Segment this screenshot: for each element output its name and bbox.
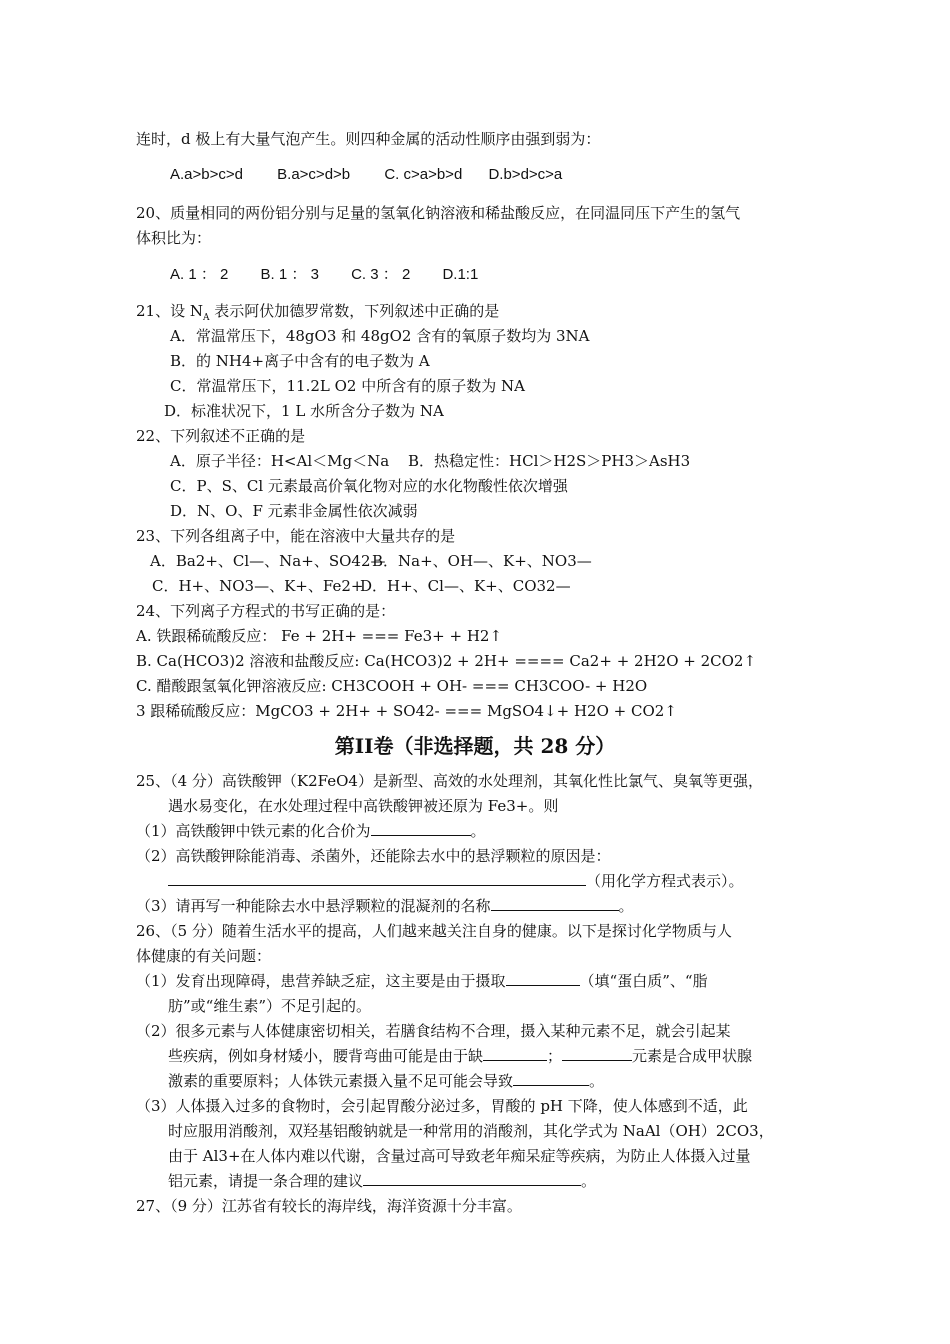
q21-option-c: C．常温常压下，11.2L O2 中所含有的原子数为 NA (170, 377, 525, 395)
section-title: 第II卷（非选择题，共 28 分） (334, 734, 616, 758)
answer-blank[interactable] (483, 1046, 547, 1061)
answer-blank[interactable] (491, 896, 619, 911)
q24-stem: 24、下列离子方程式的书写正确的是： (136, 602, 396, 620)
q21-stem-post: 表示阿伏加德罗常数，下列叙述中正确的是 (209, 302, 500, 320)
q20-option-b: B. 1 ： 3 (260, 266, 319, 283)
q26-part2-sep: ； (547, 1047, 563, 1065)
q23-option-c: C．H+、NO3—、K+、Fe2+ (152, 577, 364, 595)
q21-option-a: A．常温常压下，48gO3 和 48gO2 含有的氧原子数均为 3NA (170, 327, 590, 345)
q25-part3 (136, 895, 634, 917)
q23-option-a: A．Ba2+、Cl—、Na+、SO42— (150, 552, 386, 570)
q26-part2-text3: 激素的重要原料；人体铁元素摄入量不足可能会导致 (168, 1072, 514, 1090)
q21-stem-sub: A (202, 313, 210, 323)
q21-stem (136, 300, 499, 322)
q23-option-d: D．H+、Cl—、K+、CO32— (360, 577, 571, 595)
q26-part2-cont1 (168, 1045, 752, 1067)
q25-part3-text: （3）请再写一种能除去水中悬浮颗粒的混凝剂的名称 (136, 897, 491, 915)
q20-option-a: A. 1 ： 2 (170, 266, 229, 283)
answer-blank[interactable] (363, 1171, 581, 1186)
q19-option-b: B.a>c>d>b (277, 166, 351, 183)
q26-part1-hint: （填“蛋白质”、“脂 (579, 972, 708, 990)
q26-part1-text: （1）发育出现障碍，患营养缺乏症，这主要是由于摄取 (136, 972, 506, 990)
q22-option-c: C．P、S、Cl 元素最高价氧化物对应的水化物酸性依次增强 (170, 477, 568, 495)
answer-blank[interactable] (562, 1046, 632, 1061)
q26-part3-cont2: 由于 Al3+在人体内难以代谢，含量过高可导致老年痴呆症等疾病，为防止人体摄入过量 (168, 1147, 751, 1165)
q20-options (170, 264, 498, 286)
q26-line1: 26、（5 分）随着生活水平的提高，人们越来越关注自身的健康。以下是探讨化学物质与人 (136, 922, 732, 940)
q24-option-c: C. 醋酸跟氢氧化钾溶液反应: CH3COOH + OH- === CH3COO- + H2O (136, 677, 648, 695)
answer-blank[interactable] (168, 871, 586, 886)
q22-option-a: A．原子半径：H<Al＜Mg＜Na (170, 452, 390, 470)
q26-part2-text1: 些疾病，例如身材矮小，腰背弯曲可能是由于缺 (168, 1047, 484, 1065)
q25-part3-end: 。 (618, 897, 634, 915)
q20-line1: 20、质量相同的两份铝分别与足量的氢氧化钠溶液和稀盐酸反应，在同温同压下产生的氢气 (136, 204, 741, 222)
q19-options (170, 164, 582, 186)
q20-option-d: D.1:1 (442, 266, 479, 283)
answer-blank[interactable] (513, 1071, 589, 1086)
q19-option-c: C. c>a>b>d (384, 166, 463, 183)
q26-part2: （2）很多元素与人体健康密切相关，若膳食结构不合理，摄入某种元素不足，就会引起某 (136, 1022, 731, 1040)
q19-option-a: A.a>b>c>d (170, 166, 243, 183)
q25-part2-answer (168, 870, 744, 892)
q26-part3-cont3 (168, 1170, 596, 1192)
q25-part2-end: （用化学方程式表示）。 (586, 872, 744, 890)
q26-part2-text2: 元素是合成甲状腺 (632, 1047, 753, 1065)
q21-option-d: D．标准状况下，1 L 水所含分子数为 NA (164, 402, 444, 420)
q22-stem: 22、下列叙述不正确的是 (136, 427, 306, 445)
q26-part3-cont1: 时应服用消酸剂，双羟基铝酸钠就是一种常用的消酸剂，其化学式为 NaAl（OH）2CO3， (168, 1122, 774, 1140)
q25-part2: （2）高铁酸钾除能消毒、杀菌外，还能除去水中的悬浮颗粒的原因是： (136, 847, 611, 865)
q24-option-a: A. 铁跟稀硫酸反应： Fe + 2H+ === Fe3+ + H2↑ (136, 627, 503, 645)
answer-blank[interactable] (506, 971, 580, 986)
q25-line1: 25、（4 分）高铁酸钾（K2FeO4）是新型、高效的水处理剂，其氧化性比氯气、臭氧等更强， (136, 772, 763, 790)
q24-option-b: B. Ca(HCO3)2 溶液和盐酸反应: Ca(HCO3)2 + 2H+ ==== Ca2+ + 2H2O + 2CO2↑ (136, 652, 757, 670)
q22-option-b: B．热稳定性：HCl＞H2S＞PH3＞AsH3 (408, 452, 691, 470)
q26-part3-text: 铝元素，请提一条合理的建议 (168, 1172, 364, 1190)
q22-option-d: D．N、O、F 元素非金属性依次减弱 (170, 502, 418, 520)
q25-part1-text: （1）高铁酸钾中铁元素的化合价为 (136, 822, 371, 840)
answer-blank[interactable] (371, 821, 471, 836)
q24-option-d: 3 跟稀硫酸反应：MgCO3 + 2H+ + SO42- === MgSO4↓+ H2O + CO2↑ (136, 702, 677, 720)
q26-part3: （3）人体摄入过多的食物时，会引起胃酸分泌过多，胃酸的 pH 下降，使人体感到不适，此 (136, 1097, 748, 1115)
q26-part3-end: 。 (581, 1172, 597, 1190)
q26-part2-cont2 (168, 1070, 604, 1092)
q27-line1: 27、（9 分）江苏省有较长的海岸线，海洋资源十分丰富。 (136, 1197, 522, 1215)
q23-option-b: B．Na+、OH—、K+、NO3— (372, 552, 592, 570)
q26-part1-cont: 肪”或“维生素”）不足引起的。 (168, 997, 372, 1015)
q25-line2: 遇水易变化，在水处理过程中高铁酸钾被还原为 Fe3+。则 (168, 797, 559, 815)
q23-stem: 23、下列各组离子中，能在溶液中大量共存的是 (136, 527, 456, 545)
q20-option-c: C. 3 ： 2 (351, 266, 411, 283)
q25-part1 (136, 820, 486, 842)
q19-option-d: D.b>d>c>a (488, 166, 563, 183)
q21-option-b: B．的 NH4+离子中含有的电子数为 A (170, 352, 430, 370)
q26-line2: 体健康的有关问题： (136, 947, 272, 965)
q26-part2-end: 。 (589, 1072, 605, 1090)
q26-part1 (136, 970, 708, 992)
q21-stem-pre: 21、设 N (136, 302, 203, 320)
q20-line2: 体积比为： (136, 229, 212, 247)
q25-part1-end: 。 (470, 822, 486, 840)
q19-tail: 连时，d 极上有大量气泡产生。则四种金属的活动性顺序由强到弱为： (136, 130, 601, 148)
